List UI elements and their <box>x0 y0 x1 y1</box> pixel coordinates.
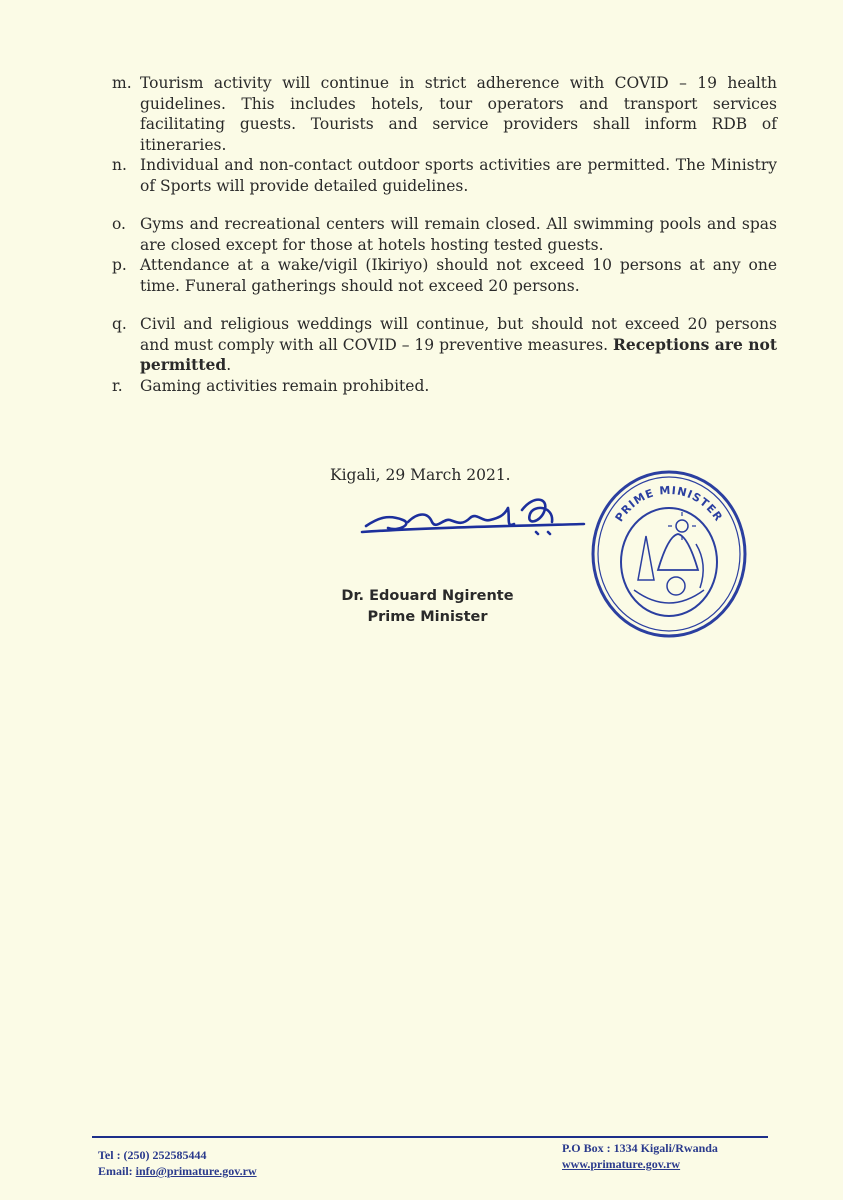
signatory <box>330 586 525 628</box>
footer-pobox: P.O Box : 1334 Kigali/Rwanda <box>562 1141 718 1155</box>
seal-text: PRIME MINISTER <box>612 483 726 525</box>
footer-contact <box>98 1147 257 1179</box>
item-text: Tourism activity will continue in strict adherence with COVID – 19 health guidelines. This includes hotels, tour operators and transport services facilitating guests. Tourists and service providers shall inform RDB of itineraries. <box>140 74 777 154</box>
item-marker: p. <box>112 256 127 274</box>
list-item-n <box>112 155 777 196</box>
list-item-p <box>112 255 777 296</box>
footer-email-row <box>98 1163 257 1179</box>
item-marker: o. <box>112 215 126 233</box>
footer-website-link[interactable]: www.primature.gov.rw <box>562 1157 681 1171</box>
item-text <box>140 314 777 376</box>
footer-address <box>562 1140 718 1172</box>
item-text: Individual and non-contact outdoor sports activities are permitted. The Ministry of Sports will provide detailed guidelines. <box>140 156 777 195</box>
footer-tel: Tel : (250) 252585444 <box>98 1148 207 1162</box>
item-marker: m. <box>112 74 132 92</box>
item-text: Gaming activities remain prohibited. <box>140 376 430 395</box>
item-text: Gyms and recreational centers will remain closed. All swimming pools and spas are closed except for those at hotels hosting tested guests. <box>140 215 777 254</box>
item-text-plain: Civil and religious weddings will continue, but should not exceed 20 persons and must comply with all COVID – 19 preventive measures. <box>140 315 777 354</box>
footer-email-label: Email: <box>98 1164 136 1178</box>
measures-list <box>112 73 777 396</box>
list-item-r <box>112 376 777 397</box>
item-marker: r. <box>112 376 123 395</box>
list-item-q <box>112 314 777 376</box>
item-text-end: . <box>226 356 232 374</box>
signatory-title: Prime Minister <box>367 609 488 625</box>
list-item-m <box>112 73 777 155</box>
item-marker: n. <box>112 156 127 174</box>
item-text-bold: Receptions are not permitted <box>140 334 777 374</box>
list-item-o <box>112 214 777 255</box>
footer-email-link[interactable]: info@primature.gov.rw <box>135 1164 257 1178</box>
item-marker: q. <box>112 315 127 333</box>
signatory-name: Dr. Edouard Ngirente <box>341 588 514 604</box>
signature-image <box>358 488 588 548</box>
footer-divider <box>92 1136 768 1138</box>
place-date: Kigali, 29 March 2021. <box>330 466 511 484</box>
item-text: Attendance at a wake/vigil (Ikiriyo) should not exceed 10 persons at any one time. Funeral gatherings should not exceed 20 persons. <box>140 256 777 295</box>
prime-minister-seal <box>588 466 750 638</box>
